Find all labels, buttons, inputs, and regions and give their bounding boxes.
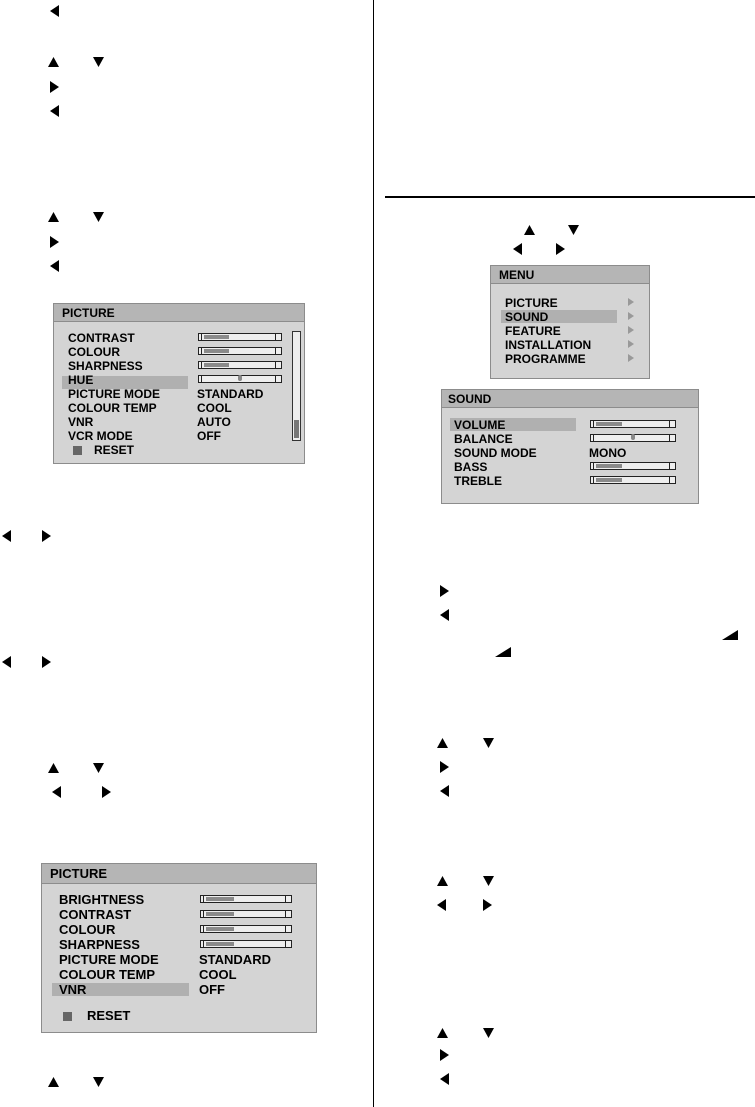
- up-arrow-icon: [48, 1077, 59, 1087]
- submenu-arrow-icon: [628, 354, 634, 362]
- menu-item-sound-mode[interactable]: SOUND MODE: [454, 446, 537, 460]
- menu-item-hue[interactable]: HUE: [68, 373, 94, 387]
- menu-item-sharpness[interactable]: SHARPNESS: [59, 937, 140, 952]
- menu-item-volume[interactable]: VOLUME: [454, 418, 506, 432]
- colour-temp-value: COOL: [197, 401, 232, 415]
- up-arrow-icon: [437, 876, 448, 886]
- osd-title: MENU: [491, 266, 649, 284]
- vcr-mode-value: OFF: [197, 429, 221, 443]
- menu-item-programme[interactable]: PROGRAMME: [505, 352, 586, 366]
- menu-item-vnr[interactable]: VNR: [59, 982, 87, 997]
- menu-item-colour[interactable]: COLOUR: [68, 345, 120, 359]
- menu-item-colour-temp[interactable]: COLOUR TEMP: [68, 401, 157, 415]
- right-arrow-icon: [50, 236, 59, 248]
- left-arrow-icon: [513, 243, 522, 255]
- contrast-slider[interactable]: [200, 910, 292, 918]
- menu-item-vcr-mode[interactable]: VCR MODE: [68, 429, 133, 443]
- down-arrow-icon: [93, 763, 104, 773]
- scrollbar-thumb[interactable]: [294, 420, 299, 438]
- down-arrow-icon: [93, 212, 104, 222]
- menu-item-picture-mode[interactable]: PICTURE MODE: [68, 387, 161, 401]
- picture-mode-value: STANDARD: [197, 387, 264, 401]
- left-arrow-icon: [2, 530, 11, 542]
- up-arrow-icon: [48, 763, 59, 773]
- column-divider: [373, 0, 374, 1107]
- volume-ramp-icon: [722, 630, 738, 640]
- vnr-value: AUTO: [197, 415, 231, 429]
- sound-menu-osd: [441, 389, 699, 504]
- sharpness-slider[interactable]: [200, 940, 292, 948]
- treble-slider[interactable]: [590, 476, 676, 484]
- osd-title: PICTURE: [54, 304, 304, 322]
- menu-item-picture[interactable]: PICTURE: [505, 296, 558, 310]
- down-arrow-icon: [483, 876, 494, 886]
- left-arrow-icon: [440, 785, 449, 797]
- submenu-arrow-icon: [628, 326, 634, 334]
- reset-button[interactable]: RESET: [87, 1008, 131, 1023]
- osd-title: SOUND: [442, 390, 698, 408]
- menu-item-bass[interactable]: BASS: [454, 460, 488, 474]
- left-arrow-icon: [50, 260, 59, 272]
- menu-item-contrast[interactable]: CONTRAST: [68, 331, 135, 345]
- contrast-slider[interactable]: [198, 333, 282, 341]
- menu-item-feature[interactable]: FEATURE: [505, 324, 561, 338]
- right-arrow-icon: [42, 530, 51, 542]
- down-arrow-icon: [568, 225, 579, 235]
- balance-slider[interactable]: [590, 434, 676, 442]
- left-arrow-icon: [2, 656, 11, 668]
- up-arrow-icon: [437, 1028, 448, 1038]
- up-arrow-icon: [437, 738, 448, 748]
- right-arrow-icon: [50, 81, 59, 93]
- menu-item-brightness[interactable]: BRIGHTNESS: [59, 892, 145, 907]
- osd-title: PICTURE: [42, 864, 316, 884]
- menu-item-sound[interactable]: SOUND: [505, 310, 549, 324]
- left-arrow-icon: [52, 786, 61, 798]
- volume-slider[interactable]: [590, 420, 676, 428]
- left-arrow-icon: [50, 105, 59, 117]
- section-divider: [385, 196, 755, 198]
- colour-temp-value: COOL: [199, 967, 237, 982]
- colour-slider[interactable]: [200, 925, 292, 933]
- sharpness-slider[interactable]: [198, 361, 282, 369]
- picture-menu-osd-2: [41, 863, 317, 1033]
- bass-slider[interactable]: [590, 462, 676, 470]
- right-arrow-icon: [556, 243, 565, 255]
- down-arrow-icon: [93, 57, 104, 67]
- down-arrow-icon: [483, 738, 494, 748]
- reset-button-icon: [63, 1012, 72, 1021]
- menu-item-treble[interactable]: TREBLE: [454, 474, 502, 488]
- picture-menu-osd-1: [53, 303, 305, 464]
- picture-mode-value: STANDARD: [199, 952, 271, 967]
- sound-mode-value: MONO: [589, 446, 627, 460]
- menu-item-colour-temp[interactable]: COLOUR TEMP: [59, 967, 156, 982]
- right-arrow-icon: [440, 761, 449, 773]
- up-arrow-icon: [524, 225, 535, 235]
- menu-item-sharpness[interactable]: SHARPNESS: [68, 359, 143, 373]
- up-arrow-icon: [48, 212, 59, 222]
- left-arrow-icon: [437, 899, 446, 911]
- hue-slider[interactable]: [198, 375, 282, 383]
- menu-item-contrast[interactable]: CONTRAST: [59, 907, 132, 922]
- submenu-arrow-icon: [628, 312, 634, 320]
- left-arrow-icon: [50, 5, 59, 17]
- menu-item-picture-mode[interactable]: PICTURE MODE: [59, 952, 159, 967]
- reset-button-icon: [73, 446, 82, 455]
- volume-ramp-icon: [495, 647, 511, 657]
- main-menu-osd: [490, 265, 650, 379]
- menu-item-vnr[interactable]: VNR: [68, 415, 94, 429]
- submenu-arrow-icon: [628, 298, 634, 306]
- up-arrow-icon: [48, 57, 59, 67]
- right-arrow-icon: [440, 585, 449, 597]
- menu-item-installation[interactable]: INSTALLATION: [505, 338, 592, 352]
- left-arrow-icon: [440, 609, 449, 621]
- menu-item-colour[interactable]: COLOUR: [59, 922, 116, 937]
- vnr-value: OFF: [199, 982, 225, 997]
- menu-scrollbar[interactable]: [292, 331, 301, 441]
- left-arrow-icon: [440, 1073, 449, 1085]
- right-arrow-icon: [42, 656, 51, 668]
- right-arrow-icon: [483, 899, 492, 911]
- brightness-slider[interactable]: [200, 895, 292, 903]
- right-arrow-icon: [440, 1049, 449, 1061]
- colour-slider[interactable]: [198, 347, 282, 355]
- submenu-arrow-icon: [628, 340, 634, 348]
- menu-item-balance[interactable]: BALANCE: [454, 432, 513, 446]
- down-arrow-icon: [93, 1077, 104, 1087]
- right-arrow-icon: [102, 786, 111, 798]
- down-arrow-icon: [483, 1028, 494, 1038]
- reset-button[interactable]: RESET: [94, 443, 135, 457]
